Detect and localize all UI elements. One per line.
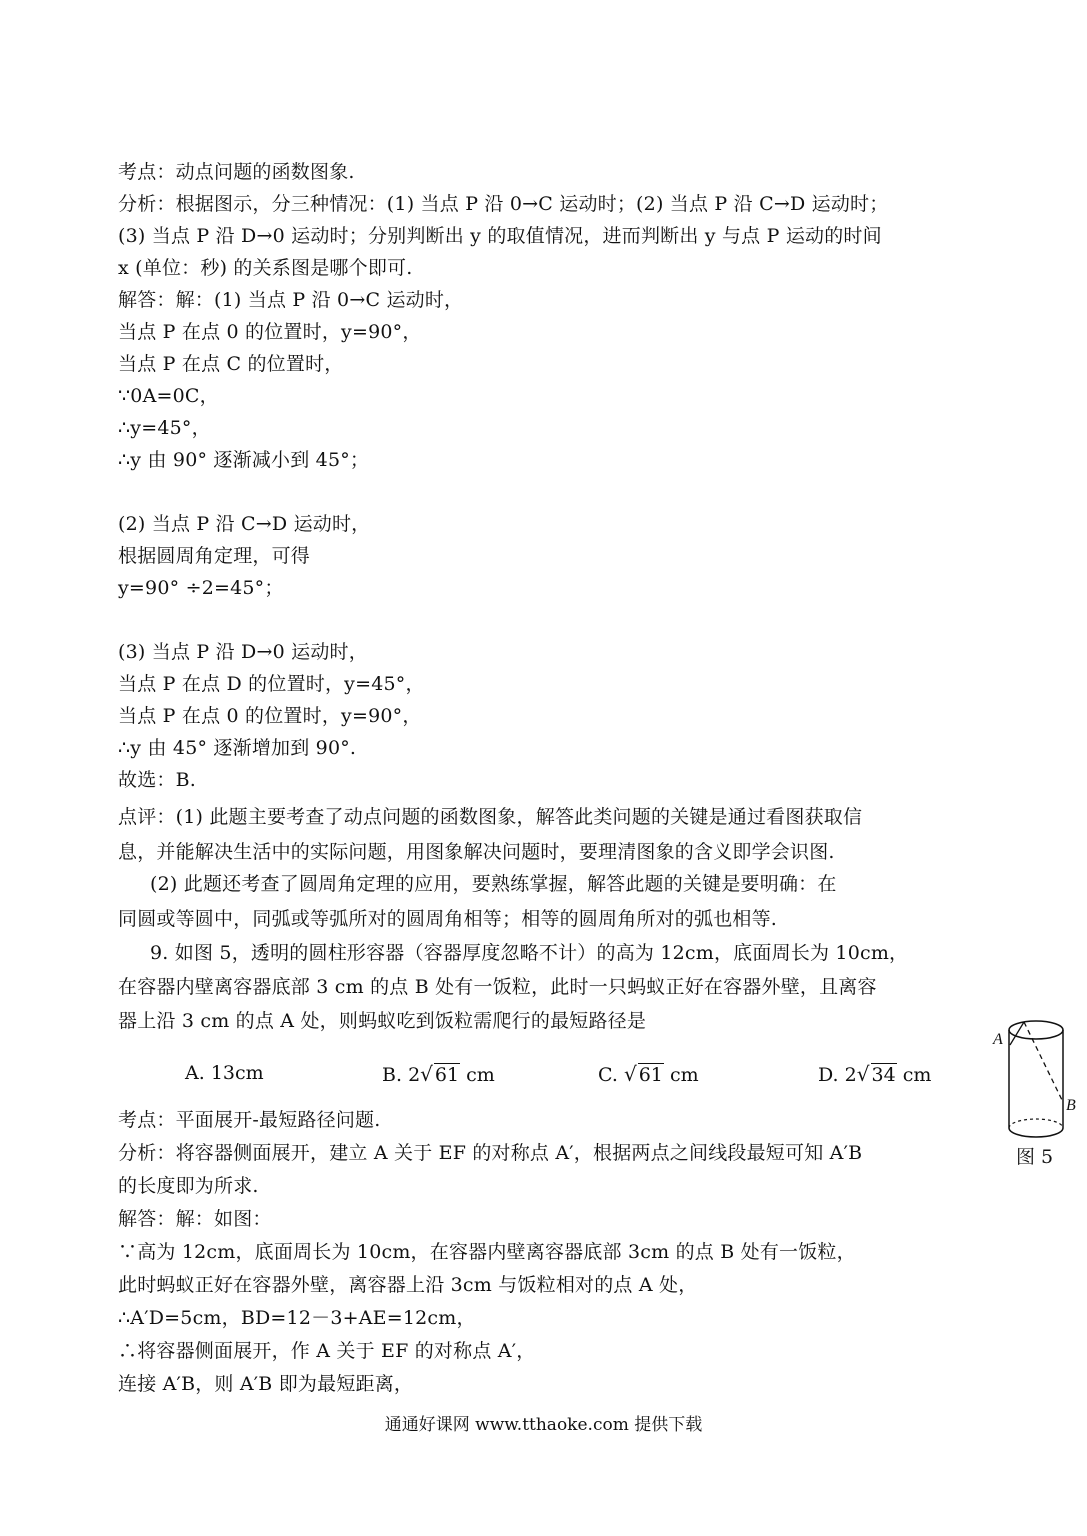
text-line: ∴y 由 90° 逐渐减小到 45°； [118,449,370,471]
text-line: 分析：将容器侧面展开，建立 A 关于 EF 的对称点 A′，根据两点之间线段最短可知 A′B [118,1142,863,1164]
text-line: ∵高为 12cm，底面周长为 10cm，在容器内壁离容器底部 3cm 的点 B 处有一饭粒， [118,1241,856,1263]
path-dashed-segment [1024,1022,1062,1100]
option-label: A. [185,1062,205,1084]
text-line: (3) 当点 P 沿 D→0 运动时， [118,641,368,663]
text-line: 解答：解：(1) 当点 P 沿 0→C 运动时， [118,289,464,311]
option-value: 13cm [210,1062,264,1084]
text-line: 考点：平面展开-最短路径问题. [118,1109,381,1131]
option-radicand: 61 [434,1064,460,1086]
text-line: 分析：根据图示，分三种情况：(1) 当点 P 沿 0→C 运动时；(2) 当点 P 沿 C→D 运动时； [118,193,889,215]
option-unit: cm [669,1064,699,1086]
text-line: 点评：(1) 此题主要考查了动点问题的函数图象，解答此类问题的关键是通过看图获取信 [118,806,863,828]
text-line: 息，并能解决生活中的实际问题，用图象解决问题时，要理清图象的含义即学会识图. [118,841,835,863]
sqrt-icon: √ [420,1062,433,1086]
text-line: ∴y=45°， [118,417,211,439]
option-a [185,1062,264,1084]
text-line: (2) 此题还考查了圆周角定理的应用，要熟练掌握，解答此题的关键是要明确：在 [150,873,837,895]
text-line: 当点 P 在点 0 的位置时，y=90°， [118,321,422,343]
text-line: 此时蚂蚁正好在容器外壁，离容器上沿 3cm 与饭粒相对的点 A 处， [118,1274,698,1296]
question-9-text: 器上沿 3 cm 的点 A 处，则蚂蚁吃到饭粒需爬行的最短路径是 [118,1010,647,1032]
text-line: (3) 当点 P 沿 D→0 运动时；分别判断出 y 的取值情况，进而判断出 y 与点 P 运动的时间 [118,225,882,247]
option-unit: cm [466,1064,495,1086]
cylinder-top-ellipse [1009,1021,1063,1039]
text-line: ∵0A=0C， [118,385,219,407]
text-line: 考点：动点问题的函数图象. [118,161,355,183]
point-a-label: A [993,1031,1003,1048]
option-unit: cm [902,1064,932,1086]
text-line: y=90° ÷2=45°； [118,577,284,599]
option-label: D. [818,1064,839,1086]
sqrt-icon: √ [856,1062,870,1086]
cylinder-bottom-front [1009,1128,1063,1137]
sqrt-icon: √ [623,1062,637,1086]
text-line: 同圆或等圆中，同弧或等弧所对的圆周角相等；相等的圆周角所对的弧也相等. [118,908,778,930]
question-9-text: 在容器内壁离容器底部 3 cm 的点 B 处有一饭粒，此时一只蚂蚁正好在容器外壁，且离容 [118,976,877,998]
text-line: 根据圆周角定理，可得 [118,545,311,567]
text-line: x (单位：秒) 的关系图是哪个即可. [118,257,413,279]
option-radicand: 34 [871,1064,896,1086]
text-line: 当点 P 在点 D 的位置时，y=45°， [118,673,425,695]
text-line: 连接 A′B，则 A′B 即为最短距离， [118,1373,414,1395]
option-radicand: 61 [638,1064,663,1086]
figure-caption: 图 5 [1016,1146,1054,1168]
page-footer: 通通好课网 www.tthaoke.com 提供下载 [384,1415,703,1435]
text-line: ∴y 由 45° 逐渐增加到 90°. [118,737,357,759]
option-label: C. [598,1064,618,1086]
cylinder-bottom-back [1009,1119,1063,1128]
text-line: ∴将容器侧面展开，作 A 关于 EF 的对称点 A′， [118,1340,536,1362]
answer-options [0,1062,1000,1092]
text-line: ∴A′D=5cm，BD=12－3+AE=12cm， [118,1307,476,1329]
option-coefficient: 2 [844,1064,857,1086]
text-line: 当点 P 在点 0 的位置时，y=90°， [118,705,422,727]
question-9-text: 9. 如图 5，透明的圆柱形容器（容器厚度忽略不计）的高为 12cm，底面周长为 10cm， [150,942,909,964]
point-b-label: B [1066,1097,1076,1114]
text-line: 的长度即为所求. [118,1175,259,1197]
option-coefficient: 2 [408,1064,421,1086]
option-label: B. [382,1064,403,1086]
option-d [818,1062,931,1086]
text-line: 当点 P 在点 C 的位置时， [118,353,344,375]
text-line: 解答：解：如图： [118,1208,272,1230]
text-line: (2) 当点 P 沿 C→D 运动时， [118,513,371,535]
text-line: 故选：B. [118,769,197,791]
option-c [598,1062,699,1086]
option-b [382,1062,495,1086]
